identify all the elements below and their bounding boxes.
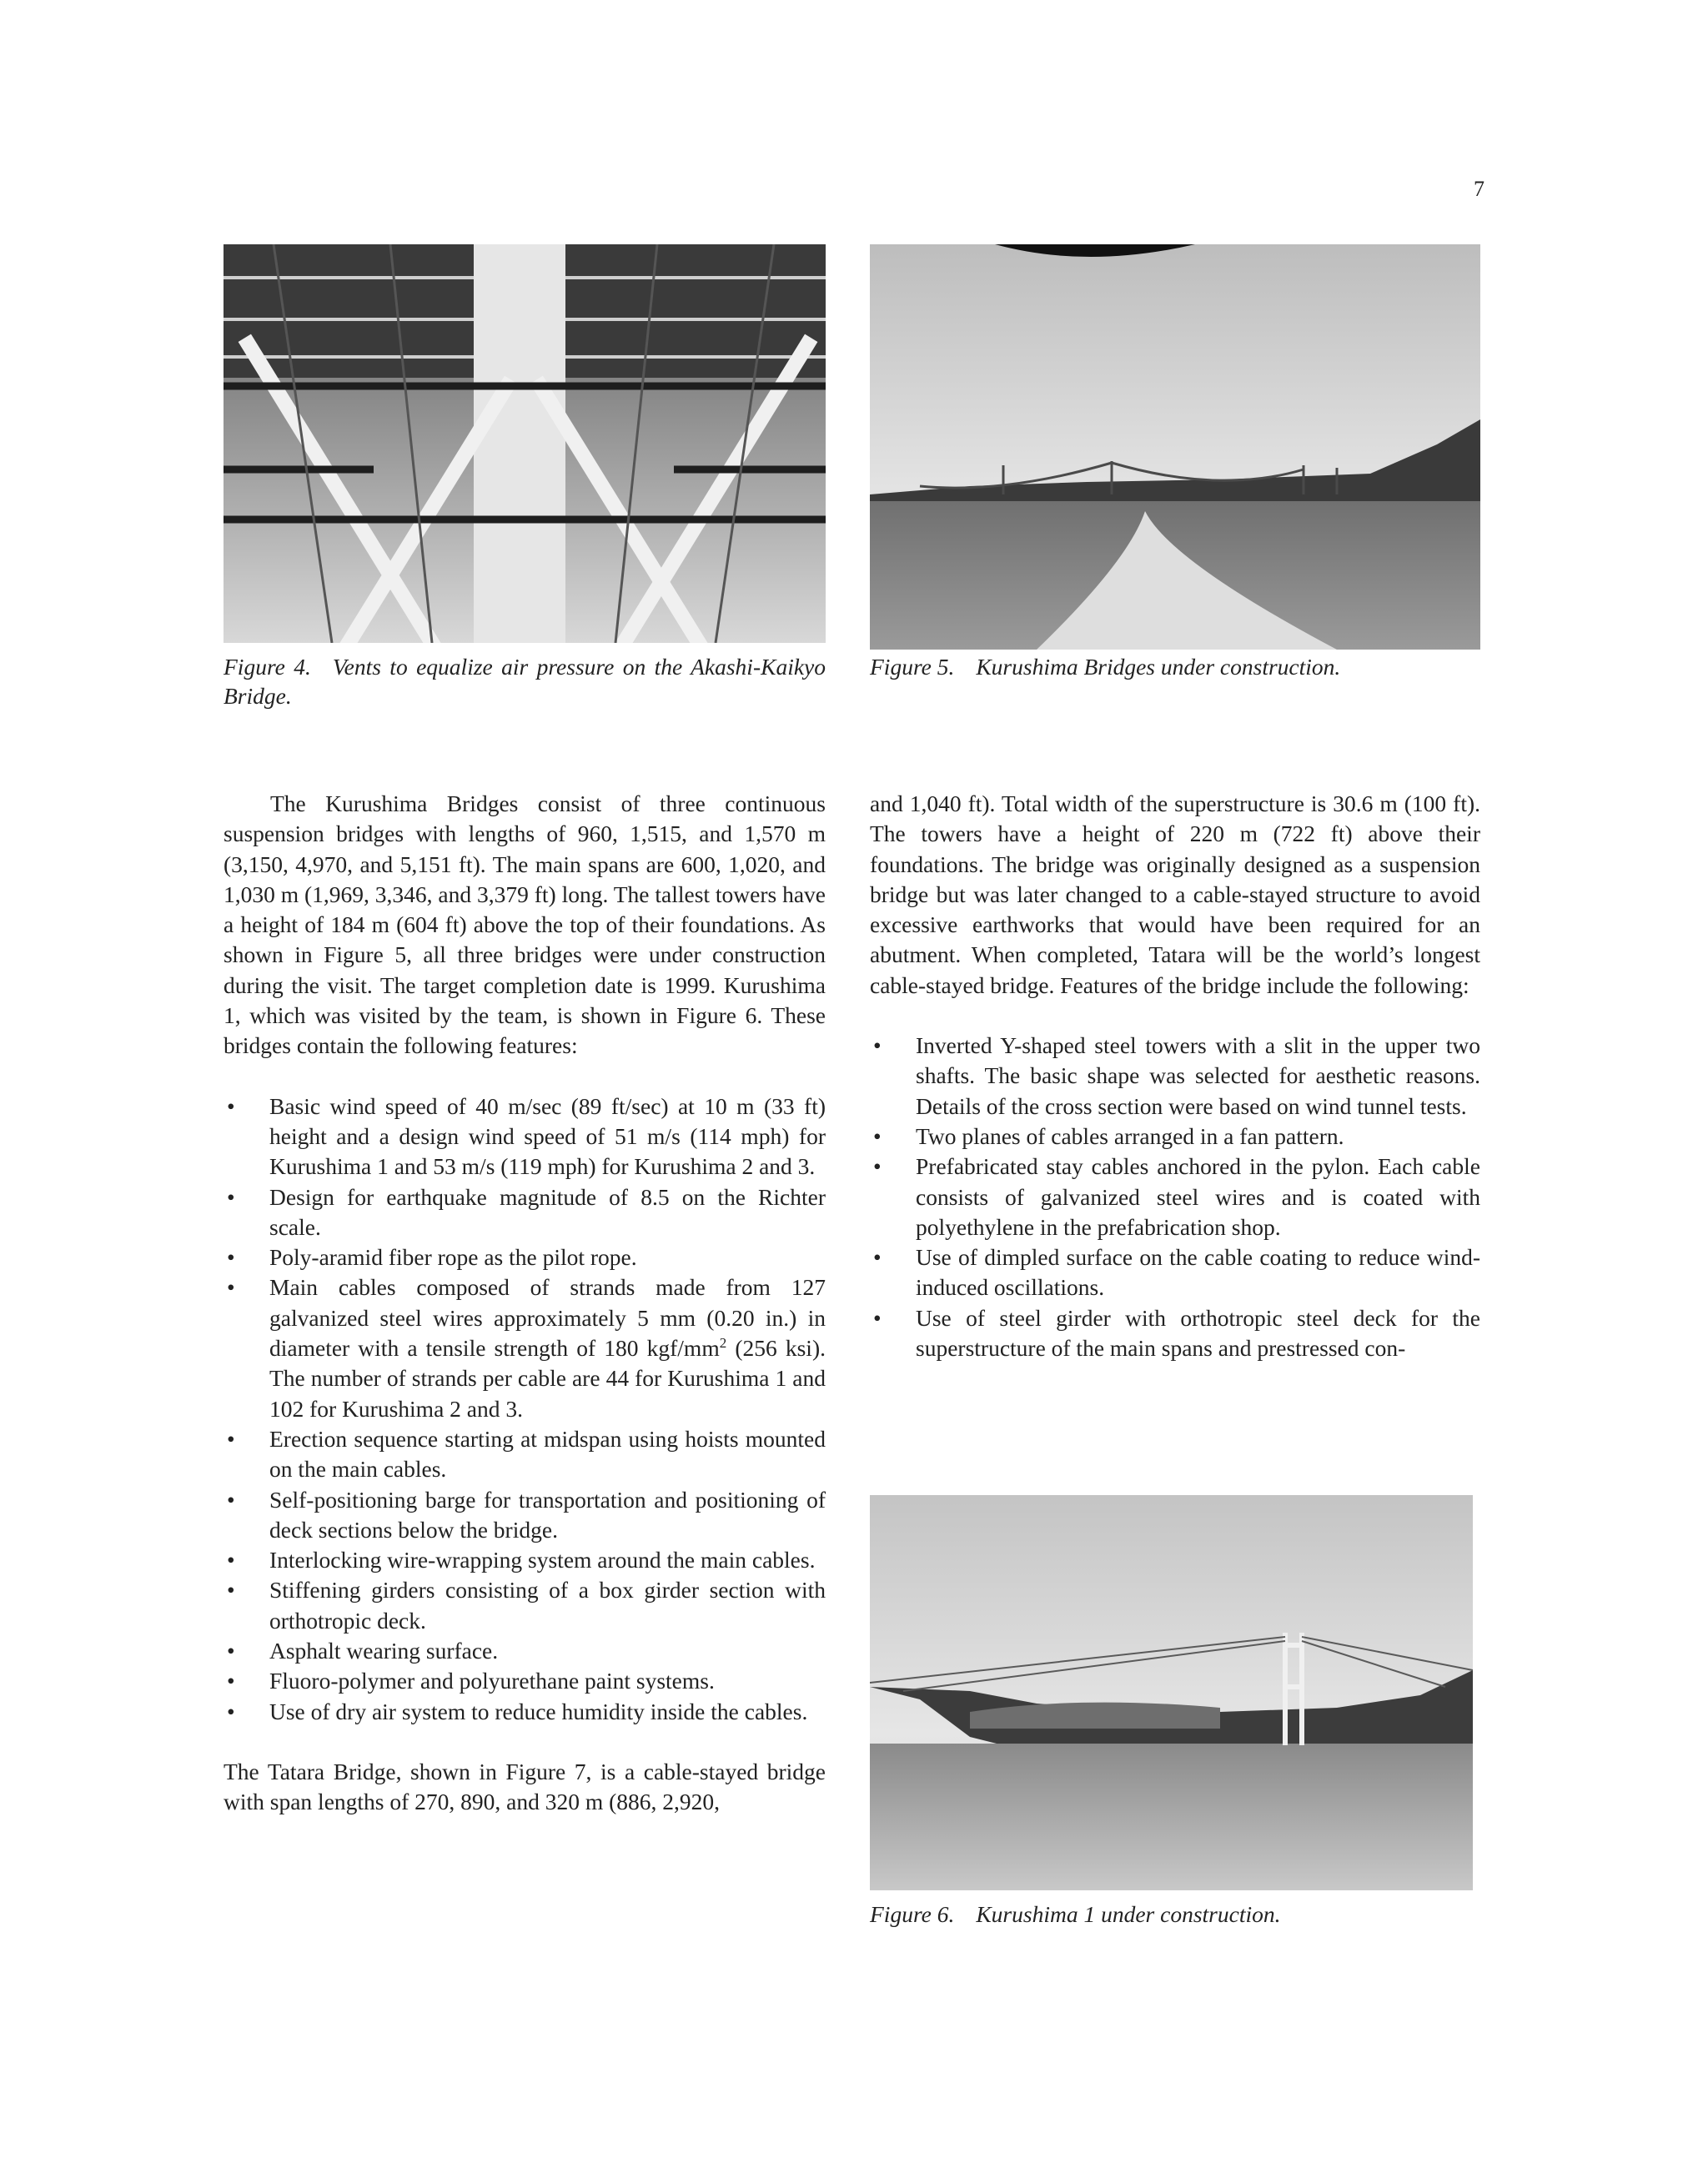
list-item: • Two planes of cables arranged in a fan pattern. [870, 1122, 1480, 1152]
list-item: • Self-positioning barge for transportation and positioning of deck sections below the bridge. [224, 1485, 826, 1546]
figure-4-photo [224, 244, 826, 643]
figure-6-photo [870, 1495, 1473, 1890]
list-item: • Interlocking wire-wrapping system around the main cables. [224, 1545, 826, 1575]
figure-5-caption-text: Kurushima Bridges under construction. [976, 654, 1341, 680]
list-item [224, 1272, 826, 1423]
kurushima-intro-paragraph: The Kurushima Bridges consist of three continuous suspension bridges with lengths of 960, 1,515, and 1,570 m (3,150, 4,970, and 5,151 ft). The main spans are 600, 1,020, and 1,030 m (1,969, 3,346, and 3,379 ft) long. The tallest towers have a height of 184 m (604 ft) above the top of their foundations. As shown in Figure 5, all three bridges were under construction during the visit. The target completion date is 1999. Kurushima 1, which was visited by the team, is shown in Figure 6. These bridges contain the following features: [224, 790, 826, 1059]
figure-4-caption [224, 652, 826, 710]
page-number: 7 [1474, 177, 1484, 201]
list-item: • Stiffening girders consisting of a box girder section with orthotropic deck. [224, 1575, 826, 1636]
figure-4-number: Figure 4. [224, 654, 311, 680]
list-item: • Prefabricated stay cables anchored in the pylon. Each cable consists of galvanized steel wires and is coated with polyethylene in the prefabrication shop. [870, 1152, 1480, 1242]
tatara-paragraph-continued: and 1,040 ft). Total width of the superstructure is 30.6 m (100 ft). The towers have a height of 220 m (722 ft) above their foundations. The bridge was originally designed as a suspension bridge but was later changed to a cable-stayed structure to avoid excessive earthworks that would have been required for an abutment. When completed, Tatara will be the world’s longest cable-stayed bridge. Features of the bridge include the following: [870, 790, 1480, 998]
list-item: • Fluoro-polymer and polyurethane paint systems. [224, 1666, 826, 1696]
list-item: • Use of steel girder with orthotropic steel deck for the superstructure of the main spans and prestressed con- [870, 1303, 1480, 1364]
right-column [870, 789, 1480, 1363]
superscript: 2 [719, 1334, 727, 1351]
figure-5-photo [870, 244, 1480, 650]
list-item: • Asphalt wearing surface. [224, 1636, 826, 1666]
figure-5-caption [870, 652, 1480, 681]
figure-6-number: Figure 6. [870, 1901, 955, 1927]
cable-text-before: Main cables composed of strands made from 127 galvanized steel wires approximately 5 mm (0.20 in.) in diameter with a tensile strength of 180 kgf/mm [269, 1274, 826, 1362]
cable-text-after: (256 ksi). The number of strands per cable are 44 for Kurushima 1 and 102 for Kurushima 2 and 3. [269, 1335, 826, 1422]
figure-5-number: Figure 5. [870, 654, 955, 680]
tatara-paragraph-start: The Tatara Bridge, shown in Figure 7, is a cable-stayed bridge with span lengths of 270, 890, and 320 m (886, 2,920, [224, 1758, 826, 1815]
list-item: • Use of dimpled surface on the cable coating to reduce wind-induced oscillations. [870, 1242, 1480, 1303]
list-item: • Inverted Y-shaped steel towers with a slit in the upper two shafts. The basic shape was selected for aesthetic reasons. Details of the cross section were based on wind tunnel tests. [870, 1031, 1480, 1122]
kurushima-features-list [224, 1092, 826, 1727]
list-item: • Basic wind speed of 40 m/sec (89 ft/sec) at 10 m (33 ft) height and a design wind speed of 51 m/s (114 mph) for Kurushima 1 and 53 m/s (119 mph) for Kurushima 2 and 3. [224, 1092, 826, 1182]
list-item: • Design for earthquake magnitude of 8.5 on the Richter scale. [224, 1182, 826, 1243]
list-item: • Use of dry air system to reduce humidity inside the cables. [224, 1697, 826, 1727]
figure-4-caption-text: Vents to equalize air pressure on the Akashi-Kaikyo Bridge. [224, 654, 826, 709]
left-column [224, 789, 826, 1818]
list-item: • Erection sequence starting at midspan using hoists mounted on the main cables. [224, 1424, 826, 1485]
figure-6-caption-text: Kurushima 1 under construction. [976, 1901, 1281, 1927]
figure-6-caption [870, 1900, 1473, 1929]
list-item: • Poly-aramid fiber rope as the pilot rope. [224, 1242, 826, 1272]
tatara-features-list [870, 1031, 1480, 1363]
